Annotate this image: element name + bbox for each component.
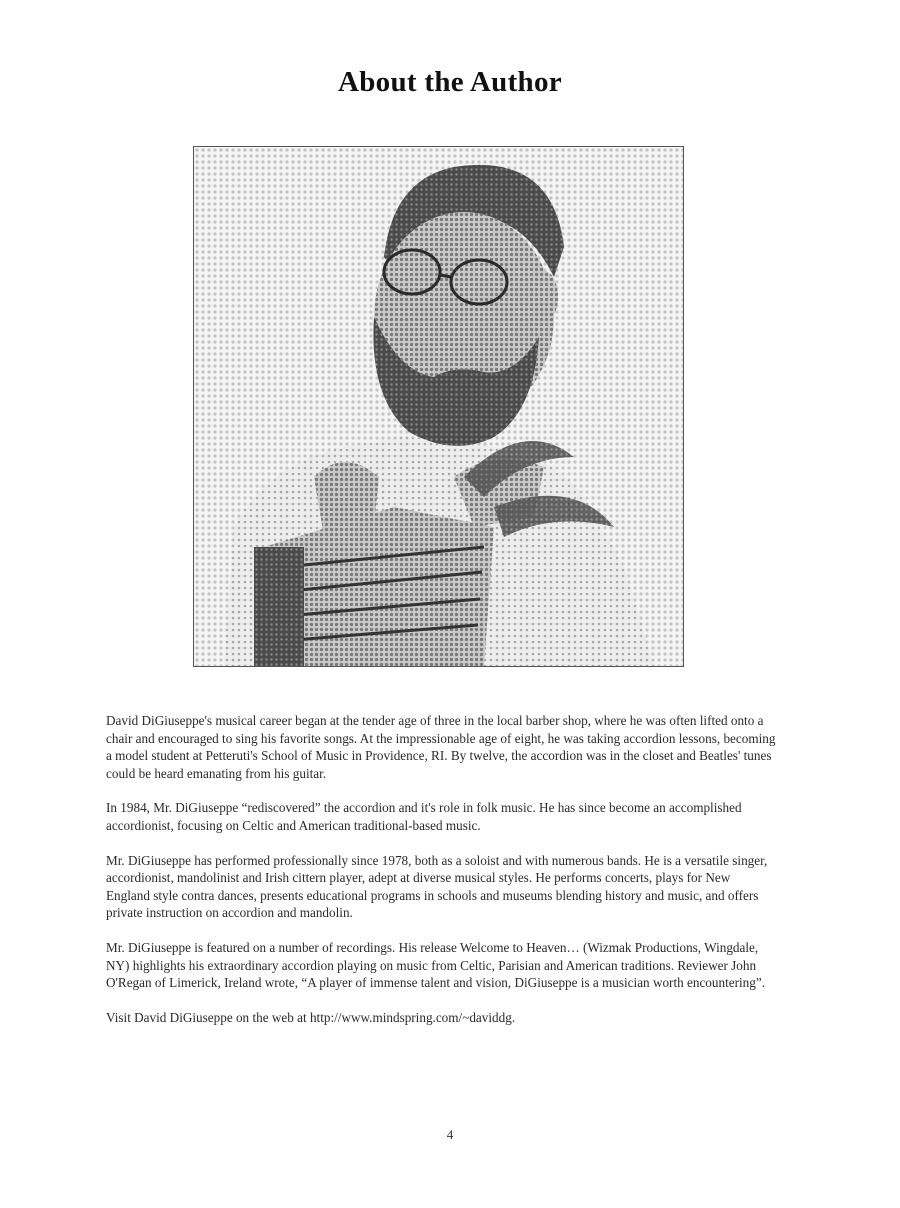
author-photo [193,146,684,667]
bio-paragraph: Mr. DiGiuseppe has performed professionally since 1978, both as a soloist and with numerous bands. He is a versatile singer, accordionist, mandolinist and Irish cittern player, adept at diverse musical styles. He performs concerts, plays for New England style contra dances, presents educational programs in schools and museums blending history and music, and offers private instruction on accordion and mandolin. [106,852,768,921]
page-title: About the Author [338,66,562,98]
bio-paragraph: In 1984, Mr. DiGiuseppe “rediscovered” the accordion and it's role in folk music. He has since become an accomplished accordionist, focusing on Celtic and American traditional-based music. [106,800,742,833]
bio-web-link: Visit David DiGiuseppe on the web at http://www.mindspring.com/~daviddg. [106,1009,516,1025]
bio-paragraph: David DiGiuseppe's musical career began at the tender age of three in the local barber shop, where he was often lifted onto a chair and encouraged to sing his favorite songs. At the impressionable age of eight, he was taking accordion lessons, becoming a model student at Petteruti's School of Music in Providence, RI. By twelve, the accordion was in the closet and Beatles' tunes could be heard emanating from his guitar. [106,713,776,781]
page-number: 4 [446,1127,454,1142]
author-bio [106,712,776,1043]
bio-paragraph: Mr. DiGiuseppe is featured on a number of recordings. His release Welcome to Heaven… (Wizmak Productions, Wingdale, NY) highlights his extraordinary accordion playing on music from Celtic, Parisian and American traditions. Reviewer John O'Regan of Limerick, Ireland wrote, “A player of immense talent and vision, DiGiuseppe is a musician worth encountering”. [106,939,765,991]
